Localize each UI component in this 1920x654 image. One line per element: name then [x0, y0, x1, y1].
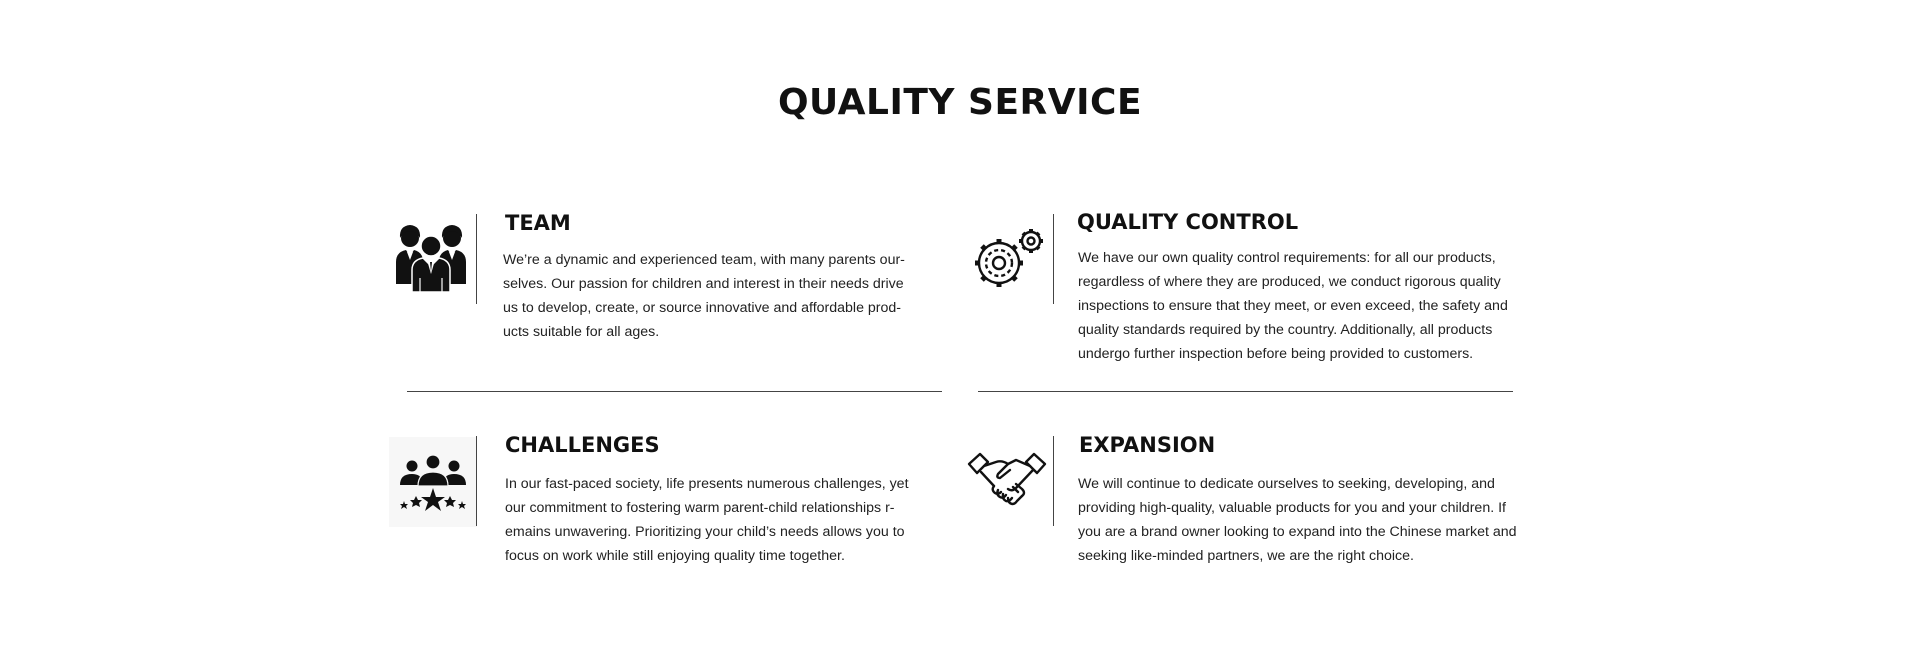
card-text-quality-control: We have our own quality control requirements: for all our products, regardless of where they are produced, we conduct rigorous quality inspections to ensure that they meet, or even exceed, the safety and quality standards required by the country. Additionally, all products undergo further inspection before being provided to customers.: [1078, 250, 1508, 362]
card-text-expansion: We will continue to dedicate ourselves to seeking, developing, and providing high-quality, valuable products for you and your children. If you are a brand owner looking to expand into the Chinese market and seeking like-minded partners, we are the right choice.: [1078, 476, 1517, 564]
section-divider-left: [407, 391, 942, 392]
card-divider-vertical: [1053, 436, 1054, 526]
card-title-quality-control: QUALITY CONTROL: [1077, 210, 1299, 234]
card-title-team: TEAM: [505, 211, 571, 235]
card-title-expansion: EXPANSION: [1079, 433, 1216, 457]
card-divider-vertical: [476, 436, 477, 526]
card-text-team: We’re a dynamic and experienced team, with many parents our-selves. Our passion for children and interest in their needs drive us to develop, create, or source innovative and affordable prod-ucts suitable for all ages.: [503, 252, 905, 340]
card-divider-vertical: [476, 214, 477, 304]
gears-icon: [968, 218, 1050, 300]
handshake-icon: [966, 438, 1048, 520]
card-title-challenges: CHALLENGES: [505, 433, 660, 457]
section-divider-right: [978, 391, 1513, 392]
card-divider-vertical: [1053, 214, 1054, 304]
team-people-icon: [390, 216, 472, 298]
card-text-challenges: In our fast-paced society, life presents numerous challenges, yet our commitment to fostering warm parent-child relationships r-emains unwavering. Prioritizing your child’s needs allows you to focus on work while still enjoying quality time together.: [505, 476, 909, 564]
group-stars-icon: [389, 437, 477, 527]
page-title: QUALITY SERVICE: [777, 82, 1143, 123]
